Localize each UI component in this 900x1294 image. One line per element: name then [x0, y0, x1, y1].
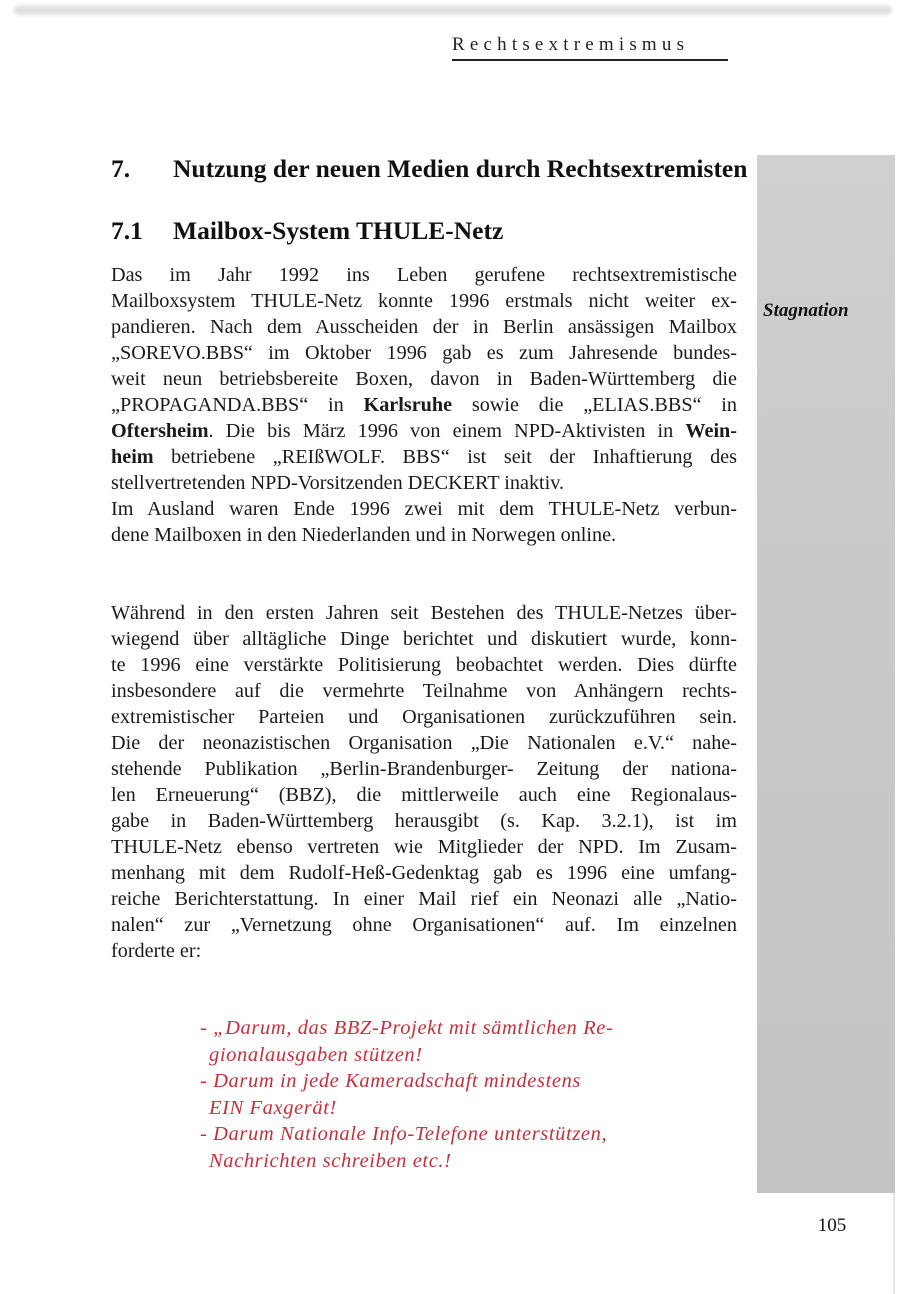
text-line [111, 444, 737, 470]
quote-item-continuation: gionalausgaben stützen! [209, 1043, 423, 1066]
section-number: 7.1 [111, 216, 143, 245]
text-line: dene Mailboxen in den Niederlanden und in Norwegen online. [111, 524, 617, 546]
running-head-rule [452, 59, 728, 61]
text-line: Die der neonazistischen Organisation „Die Nationalen e.V.“ nahe- [111, 732, 737, 754]
section-title: Mailbox-System THULE-Netz [173, 216, 504, 245]
text-line: stehende Publikation „Berlin-Brandenburger- Zeitung der nationa- [111, 758, 737, 780]
text-line [111, 418, 737, 444]
chapter-heading [111, 154, 751, 184]
page-number: 105 [817, 1215, 847, 1236]
text-line: insbesondere auf die vermehrte Teilnahme von Anhängern rechts- [111, 680, 737, 702]
place-oftersheim: Oftersheim [111, 420, 209, 442]
text-run: betriebene „REIßWOLF. BBS“ ist seit der Inhaftierung des [153, 446, 737, 468]
text-line: wiegend über alltägliche Dinge berichtet und diskutiert wurde, konn- [111, 628, 737, 650]
quote-item-continuation: EIN Faxgerät! [209, 1096, 337, 1119]
quote-item: - „Darum, das BBZ-Projekt mit sämtlichen Re- [200, 1017, 614, 1039]
quote-item: - Darum Nationale Info-Telefone unterstützen, [200, 1123, 608, 1145]
running-head: Rechtsextremismus [452, 34, 690, 55]
text-line: len Erneuerung“ (BBZ), die mittlerweile auch eine Regionalaus- [111, 784, 737, 806]
text-line: reiche Berichterstattung. In einer Mail rief ein Neonazi alle „Natio- [111, 888, 737, 910]
text-line: Mailboxsystem THULE-Netz konnte 1996 erstmals nicht weiter ex- [111, 290, 737, 312]
text-run: . Die bis März 1996 von einem NPD-Aktivisten in [208, 420, 686, 442]
text-line: gabe in Baden-Württemberg herausgibt (s. Kap. 3.2.1), ist im [111, 810, 737, 832]
text-line: THULE-Netz ebenso vertreten wie Mitglieder der NPD. Im Zusam- [111, 836, 737, 858]
text-line: forderte er: [111, 940, 202, 962]
text-line: menhang mit dem Rudolf-Heß-Gedenktag gab es 1996 eine umfang- [111, 862, 737, 884]
text-line [111, 392, 737, 418]
text-line: weit neun betriebsbereite Boxen, davon in Baden-Württemberg die [111, 368, 737, 390]
quoted-demands [200, 1015, 700, 1174]
place-karlsruhe: Karlsruhe [363, 394, 453, 416]
text-line: „SOREVO.BBS“ im Oktober 1996 gab es zum Jahresende bundes- [111, 342, 737, 364]
chapter-number: 7. [111, 154, 131, 183]
text-line: Im Ausland waren Ende 1996 zwei mit dem THULE-Netz verbun- [111, 498, 737, 520]
text-line: stellvertretenden NPD-Vorsitzenden DECKERT inaktiv. [111, 472, 565, 494]
page-edge-line [893, 1190, 895, 1294]
margin-note: Stagnation [763, 300, 849, 321]
text-line: te 1996 eine verstärkte Politisierung beobachtet werden. Dies dürfte [111, 654, 737, 676]
text-line: nalen“ zur „Vernetzung ohne Organisationen“ auf. Im einzelnen [111, 914, 737, 936]
text-run: sowie die „ELIAS.BBS“ in [452, 394, 737, 416]
paragraph-politicization [111, 600, 737, 964]
section-heading [111, 216, 751, 246]
text-line: pandieren. Nach dem Ausscheiden der in Berlin ansässigen Mailbox [111, 316, 737, 338]
text-line: extremistischer Parteien und Organisationen zurückzuführen sein. [111, 706, 737, 728]
chapter-title: Nutzung der neuen Medien durch Rechtsextremisten [173, 154, 748, 183]
paragraph-thule-overview [111, 262, 737, 548]
text-line: Das im Jahr 1992 ins Leben gerufene rechtsextremistische [111, 264, 737, 286]
text-line: Während in den ersten Jahren seit Bestehen des THULE-Netzes über- [111, 602, 737, 624]
place-weinheim-part1: Wein- [685, 420, 737, 442]
text-run: „PROPAGANDA.BBS“ in [111, 394, 364, 416]
scan-artifact-bar [14, 4, 892, 16]
place-weinheim-part2: heim [111, 446, 154, 468]
quote-item-continuation: Nachrichten schreiben etc.! [209, 1149, 452, 1172]
quote-item: - Darum in jede Kameradschaft mindestens [200, 1070, 581, 1092]
